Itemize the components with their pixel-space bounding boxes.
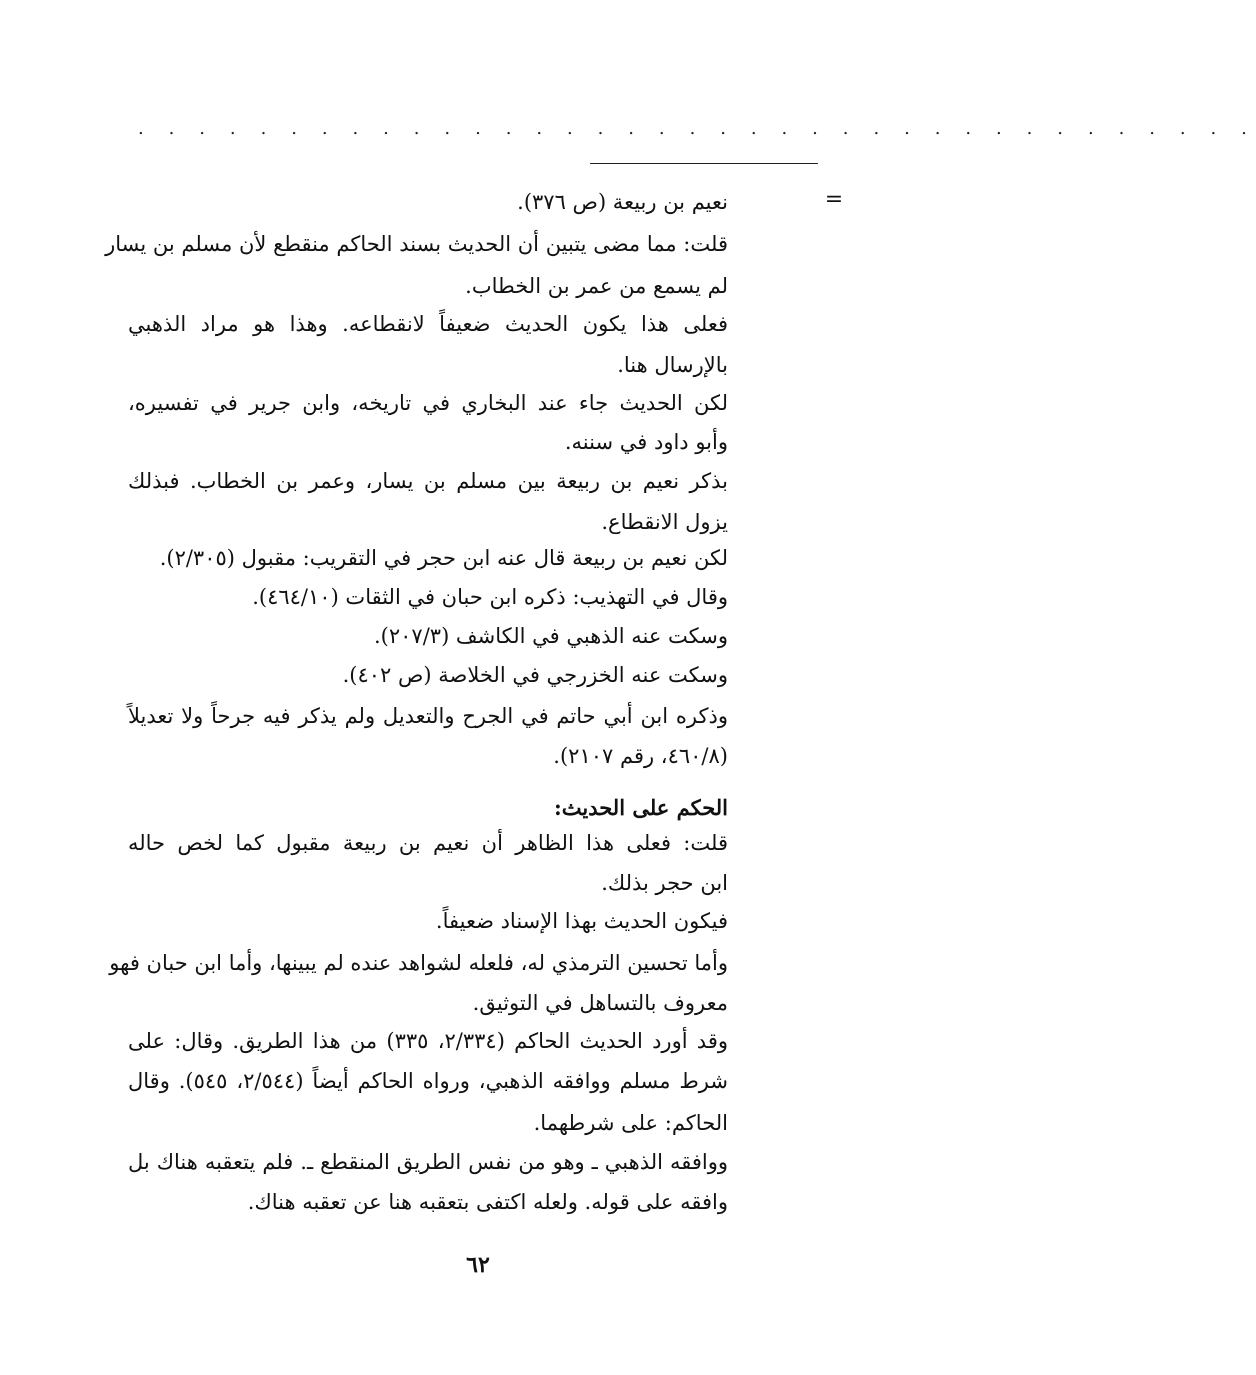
footnote-rule (590, 163, 818, 164)
text-line: معروف بالتساهل في التوثيق. (472, 991, 728, 1015)
text-line: لكن نعيم بن ربيعة قال عنه ابن حجر في التقريب: مقبول (٢/٣٠٥). (159, 546, 728, 570)
text-line: لم يسمع من عمر بن الخطاب. (465, 274, 728, 298)
footnote-continuation-marker: = (824, 187, 844, 212)
section-heading: الحكم على الحديث: (554, 795, 728, 820)
text-line: وأما تحسين الترمذي له، فلعله لشواهد عنده لم يبينها، وأما ابن حبان فهو (109, 951, 728, 975)
text-line: ابن حجر بذلك. (601, 871, 728, 895)
text-line: بذكر نعيم بن ربيعة بين مسلم بن يسار، وعمر بن الخطاب. فبذلك (128, 469, 728, 493)
text-line: نعيم بن ربيعة (ص ٣٧٦). (517, 190, 728, 214)
text-line: بالإرسال هنا. (617, 353, 728, 377)
text-line: يزول الانقطاع. (601, 510, 728, 534)
dotted-separator: . . . . . . . . . . . . . . . . . . . . . . . . . . . . . . . . . . . . . (138, 118, 1256, 139)
text-line: وقال في التهذيب: ذكره ابن حبان في الثقات (٤٦٤/١٠). (252, 585, 728, 609)
text-line: قلت: مما مضى يتبين أن الحديث بسند الحاكم منقطع لأن مسلم بن يسار (105, 232, 728, 256)
text-line: لكن الحديث جاء عند البخاري في تاريخه، وابن جرير في تفسيره، (128, 391, 728, 415)
text-line: شرط مسلم ووافقه الذهبي، ورواه الحاكم أيضاً (٢/٥٤٤، ٥٤٥). وقال (128, 1069, 728, 1093)
text-line: وسكت عنه الذهبي في الكاشف (٢٠٧/٣). (373, 624, 728, 648)
text-line: وذكره ابن أبي حاتم في الجرح والتعديل ولم يذكر فيه جرحاً ولا تعديلاً (128, 704, 728, 728)
text-line: فيكون الحديث بهذا الإسناد ضعيفاً. (435, 909, 728, 933)
text-line: وافقه على قوله. ولعله اكتفى بتعقبه هنا عن تعقبه هناك. (247, 1190, 728, 1214)
text-line: ووافقه الذهبي ـ وهو من نفس الطريق المنقطع ـ. فلم يتعقبه هناك بل (128, 1150, 728, 1174)
text-line: (٤٦٠/٨، رقم ٢١٠٧). (553, 744, 728, 768)
page-number: ٦٢ (466, 1252, 490, 1278)
text-line: قلت: فعلى هذا الظاهر أن نعيم بن ربيعة مقبول كما لخص حاله (128, 831, 728, 855)
text-line: الحاكم: على شرطهما. (533, 1111, 728, 1135)
text-line: وقد أورد الحديث الحاكم (٢/٣٣٤، ٣٣٥) من هذا الطريق. وقال: على (128, 1029, 728, 1053)
text-line: فعلى هذا يكون الحديث ضعيفاً لانقطاعه. وهذا هو مراد الذهبي (128, 312, 728, 336)
text-line: وسكت عنه الخزرجي في الخلاصة (ص ٤٠٢). (342, 663, 728, 687)
text-line: وأبو داود في سننه. (564, 430, 728, 454)
